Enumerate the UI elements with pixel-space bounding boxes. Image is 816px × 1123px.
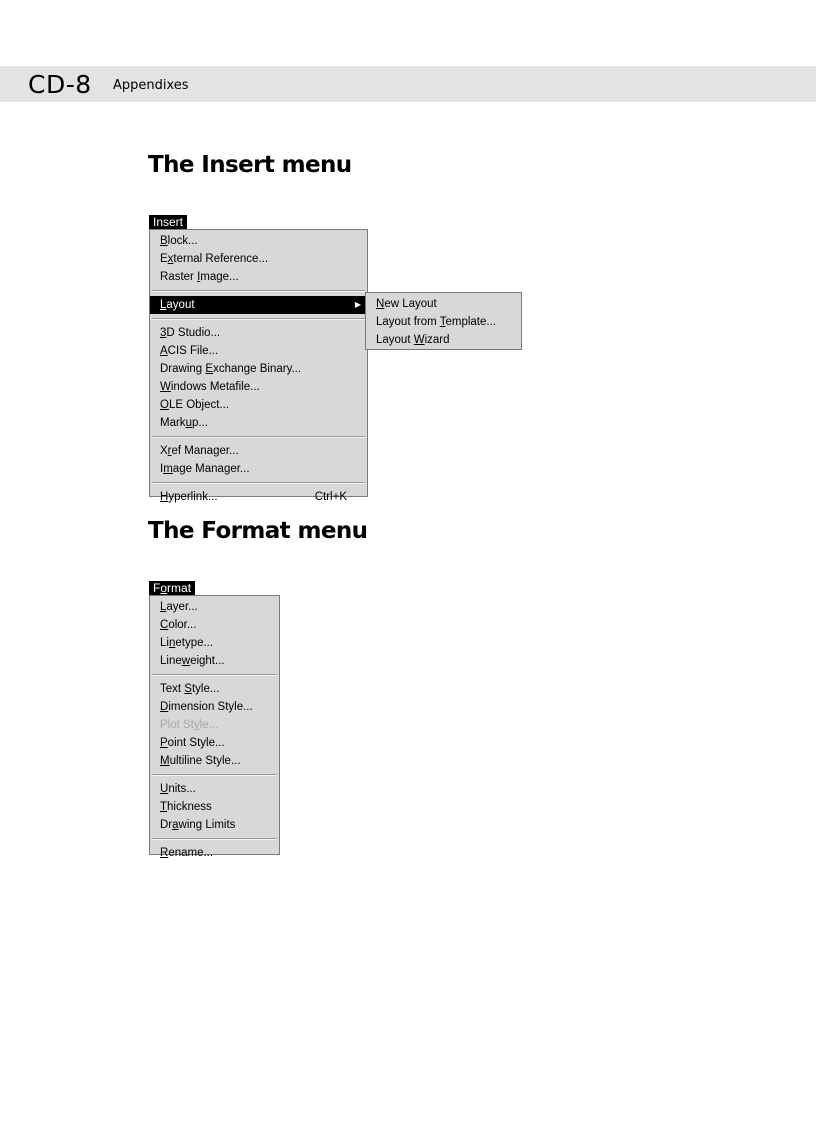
layout-submenu-panel <box>365 292 522 350</box>
menu-item-units[interactable]: Units... <box>160 783 196 795</box>
menu-item-thickness[interactable]: Thickness <box>160 801 212 813</box>
menu-item-hyperlink[interactable]: Hyperlink... Ctrl+K <box>150 488 367 506</box>
menu-item-acis-file[interactable]: ACIS File... <box>160 345 219 357</box>
submenu-item-new-layout[interactable]: New Layout <box>376 298 437 310</box>
menu-item-point-style[interactable]: Point Style... <box>160 737 225 749</box>
menu-item-rename[interactable]: Rename... <box>160 847 214 859</box>
menu-separator <box>152 838 277 840</box>
format-menu-panel <box>149 595 280 859</box>
menu-item-drawing-exchange-binary[interactable]: Drawing Exchange Binary... <box>160 363 302 375</box>
menu-item-xref-manager[interactable]: Xref Manager... <box>160 445 239 457</box>
menu-item-3d-studio[interactable]: 3D Studio... <box>160 327 221 339</box>
menu-separator <box>152 482 365 484</box>
insert-menu-heading: The Insert menu <box>148 152 352 178</box>
menu-item-block[interactable]: Block... <box>160 235 198 247</box>
menu-separator <box>152 290 365 292</box>
menu-item-dimension-style[interactable]: Dimension Style... <box>160 701 253 713</box>
section-label: Appendixes <box>113 78 189 93</box>
menu-item-linetype[interactable]: Linetype... <box>160 637 214 649</box>
menu-item-text-style[interactable]: Text Style... <box>160 683 220 695</box>
menu-item-plot-style: Plot Style... <box>160 719 219 731</box>
menu-item-markup[interactable]: Markup... <box>160 417 208 429</box>
insert-menu-title[interactable]: Insert <box>149 215 187 229</box>
submenu-item-layout-wizard[interactable]: Layout Wizard <box>376 334 450 346</box>
insert-menu-panel <box>149 229 368 503</box>
menu-item-color[interactable]: Color... <box>160 619 197 631</box>
menu-item-image-manager[interactable]: Image Manager... <box>160 463 250 475</box>
menu-item-drawing-limits[interactable]: Drawing Limits <box>160 819 236 831</box>
menu-separator <box>152 774 277 776</box>
submenu-item-layout-from-template[interactable]: Layout from Template... <box>376 316 496 328</box>
submenu-arrow-icon: ▶ <box>354 300 361 309</box>
menu-item-layer[interactable]: Layer... <box>160 601 198 613</box>
menu-item-multiline-style[interactable]: Multiline Style... <box>160 755 241 767</box>
menu-item-external-reference[interactable]: External Reference... <box>160 253 269 265</box>
menu-item-ole-object[interactable]: OLE Object... <box>160 399 230 411</box>
format-menu-heading: The Format menu <box>148 518 368 544</box>
menu-item-layout[interactable]: Layout ▶ <box>150 296 367 314</box>
menu-separator <box>152 436 365 438</box>
shortcut-label: Ctrl+K <box>314 491 347 503</box>
menu-separator <box>152 318 365 320</box>
menu-separator <box>152 674 277 676</box>
menu-item-windows-metafile[interactable]: Windows Metafile... <box>160 381 260 393</box>
format-menu-title[interactable]: Format <box>149 581 195 595</box>
menu-item-raster-image[interactable]: Raster Image... <box>160 271 239 283</box>
menu-item-lineweight[interactable]: Lineweight... <box>160 655 225 667</box>
page-number: CD-8 <box>28 70 92 99</box>
